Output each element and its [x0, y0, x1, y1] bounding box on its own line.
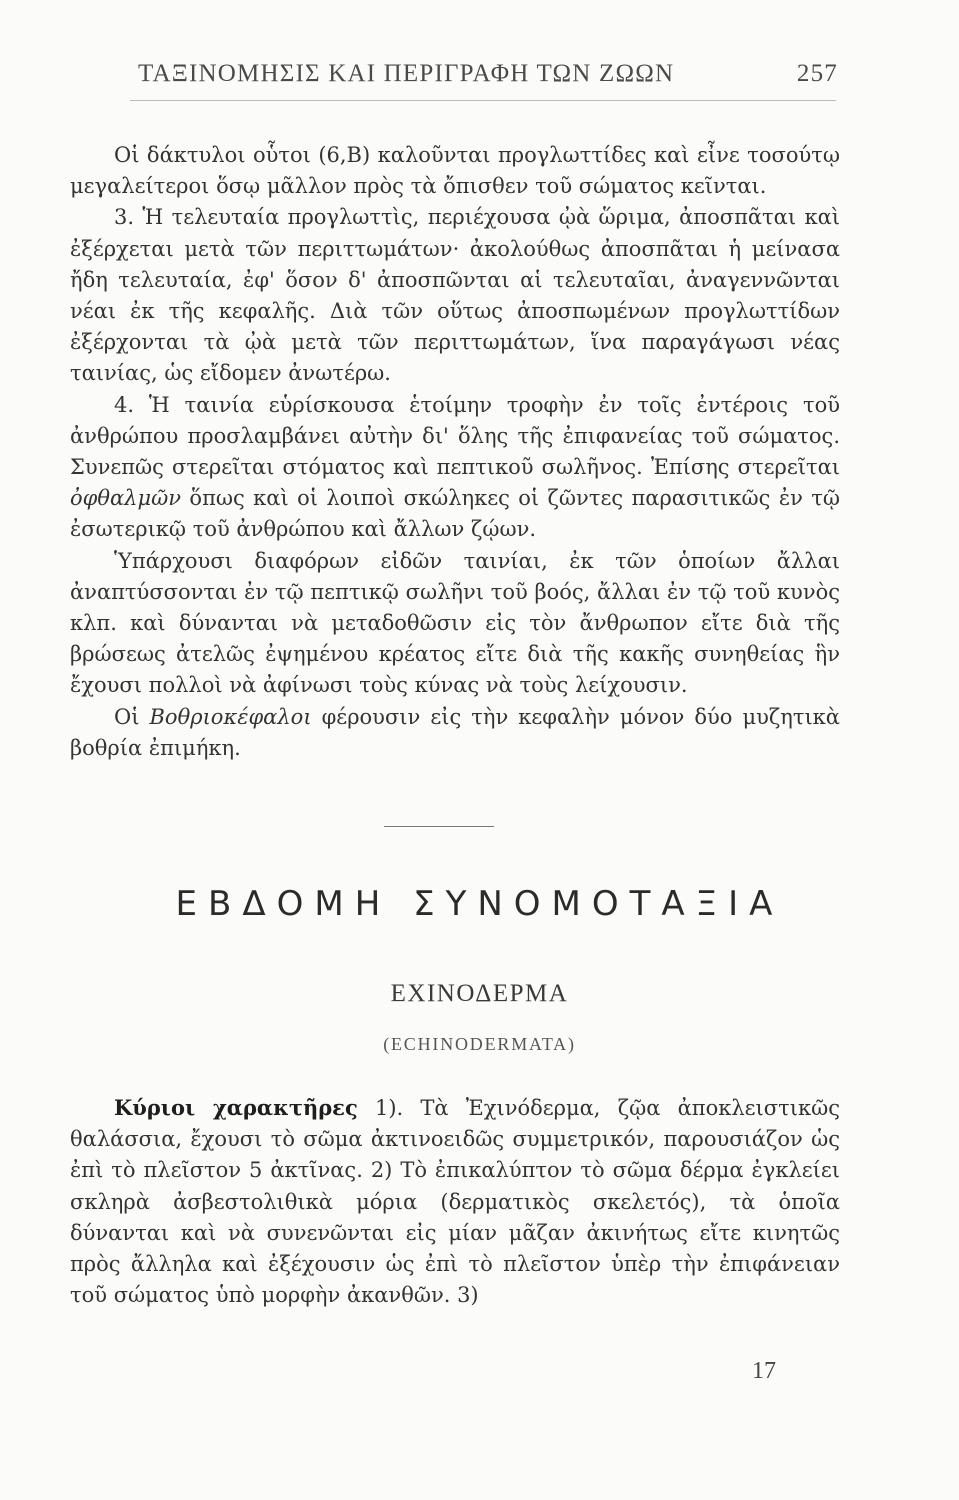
section-title: ΕΒΔΟΜΗ ΣΥΝΟΜΟΤΑΞΙΑ: [175, 884, 784, 924]
paragraph-4: Ὑπάρχουσι διαφόρων εἰδῶν ταινίαι, ἐκ τῶν ὁποίων ἄλλαι ἀναπτύσσονται ἐν τῷ πεπτικῷ σωλῆνι τοῦ βοός, ἄλλαι ἐν τῷ τοῦ κυνὸς κλπ. καὶ δύνανται νὰ μεταδοθῶσιν εἰς τὸν ἄνθρωπον εἴτε διὰ τῆς βρώσεως ἀτελῶς ἐψημένου κρέατος εἴτε διὰ τῆς κακῆς συνηθείας ἣν ἔχουσι πολλοὶ νὰ ἀφίνωσι τοὺς κύνας νὰ τοὺς λείχουσιν.: [70, 548, 840, 698]
paragraph-5-italic: Βοθριοκέφαλοι: [149, 704, 312, 729]
running-head: [138, 60, 838, 88]
running-title: ΤΑΞΙΝΟΜΗΣΙΣ ΚΑΙ ΠΕΡΙΓΡΑΦΗ ΤΩΝ ΖΩΩΝ: [138, 60, 675, 87]
page-number: 257: [796, 60, 838, 87]
paragraph-3-start: 4. Ἡ ταινία εὑρίσκουσα ἑτοίμην τροφὴν ἐν τοῖς ἐντέροις τοῦ ἀνθρώπου προσλαμβάνει αὐτὴν δι' ὅλης τῆς ἐπιφανείας τοῦ σώματος. Συνεπῶς στερεῖται στόματος καὶ πεπτικοῦ σωλῆνος. Ἐπίσης στερεῖται: [70, 392, 840, 480]
phylum-title: ΕΧΙΝΟΔΕΡΜΑ: [390, 980, 569, 1007]
paragraph-2: 3. Ἡ τελευταία προγλωττὶς, περιέχουσα ᾠὰ ὥριμα, ἀποσπᾶται καὶ ἐξέρχεται μετὰ τῶν περιττωμάτων· ἀκολούθως ἀποσπᾶται ἡ μείνασα ἤδη τελευταία, ἐφ' ὅσον δ' ἀποσπῶνται αἱ τελευταῖαι, ἀναγεννῶνται νέαι ἐκ τῆς κεφαλῆς. Διὰ τῶν οὕτως ἀποσπωμένων προγλωττίδων ἐξέρχονται τὰ ᾠὰ μετὰ τῶν περιττωμάτων, ἵνα παραγάγωσι νέας ταινίας, ὡς εἴδομεν ἀνωτέρω.: [70, 205, 840, 386]
paragraph-5-start: Οἱ: [114, 704, 150, 729]
paragraph-3-end: ὅπως καὶ οἱ λοιποὶ σκώληκες οἱ ζῶντες παρασιτικῶς ἐν τῷ ἐσωτερικῷ τοῦ ἀνθρώπου καὶ ἄλλων ζῴων.: [70, 486, 840, 542]
paragraph-3-italic: ὀφθαλμῶν: [70, 486, 182, 511]
section-separator: [384, 826, 494, 827]
paragraph-5-end: φέρουσιν εἰς τὴν κεφαλὴν μόνον δύο μυζητικὰ βοθρία ἐπιμήκη.: [70, 704, 840, 760]
characters-text-block: [70, 1092, 840, 1311]
characters-paragraph: [70, 1092, 840, 1311]
paragraph-3: [70, 390, 840, 546]
signature-number: 17: [752, 1358, 776, 1384]
characters-heading: Κύριοι χαρακτῆρες: [114, 1095, 358, 1120]
upper-text-block: [70, 140, 840, 764]
paragraph-5: [70, 702, 840, 764]
phylum-latin-name: (ECHINODERMATA): [383, 1034, 576, 1054]
characters-text: 1). Τὰ Ἐχινόδερμα, ζῷα ἀποκλειστικῶς θαλάσσια, ἔχουσι τὸ σῶμα ἀκτινοειδῶς συμμετρικόν, παρουσιάζον ὡς ἐπὶ τὸ πλεῖστον 5 ἀκτῖνας. 2) Τὸ ἐπικαλύπτον τὸ σῶμα δέρμα ἐγκλείει σκληρὰ ἀσβεστολιθικὰ μόρια (δερματικὸς σκελετός), τὰ ὁποῖα δύνανται καὶ νὰ συνενῶνται εἰς μίαν μᾶζαν ἀκινήτως εἴτε κινητῶς πρὸς ἄλληλα καὶ ἐξέχουσιν ὡς ἐπὶ τὸ πλεῖστον ὑπὲρ τὴν ἐπιφάνειαν τοῦ σώματος ὑπὸ μορφὴν ἀκανθῶν. 3): [70, 1096, 840, 1308]
paragraph-1: Οἱ δάκτυλοι οὗτοι (6,Β) καλοῦνται προγλωττίδες καὶ εἶνε τοσούτῳ μεγαλείτεροι ὅσῳ μᾶλλον πρὸς τὰ ὄπισθεν τοῦ σώματος κεῖνται.: [70, 143, 840, 199]
header-rule: [130, 100, 836, 101]
